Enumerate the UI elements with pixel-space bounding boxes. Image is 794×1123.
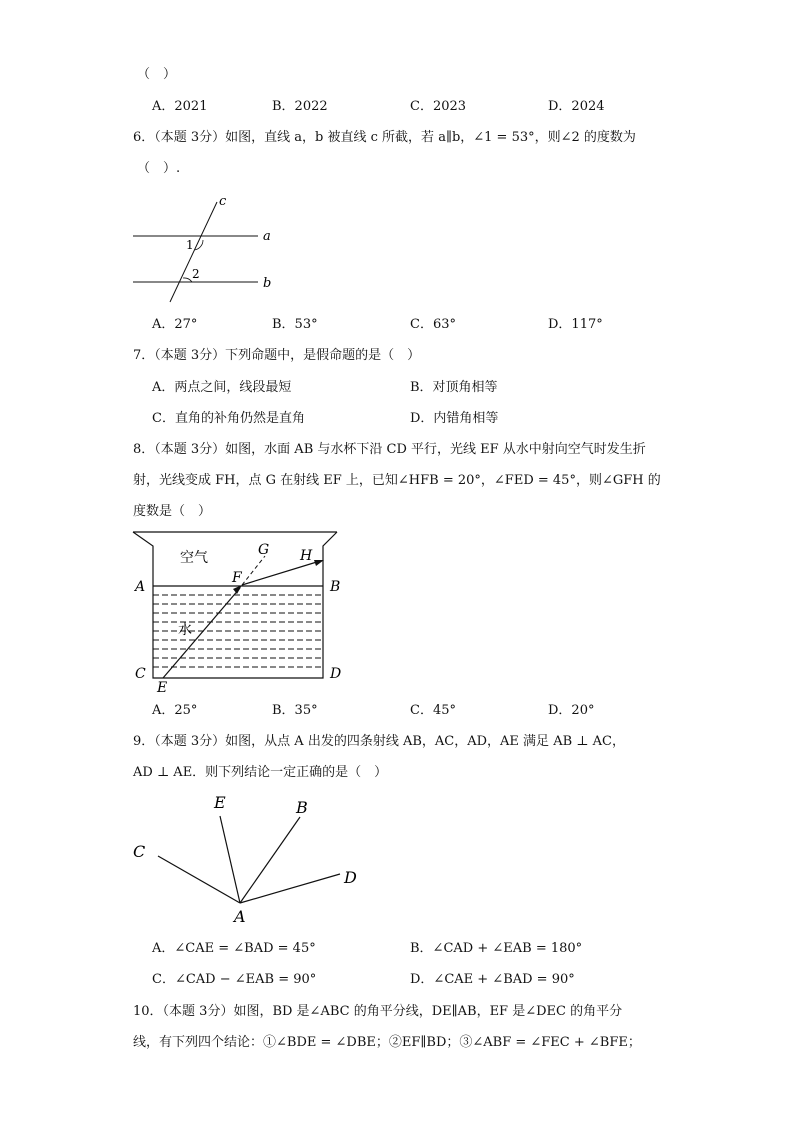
q5-option-c: C．2023 [410,99,467,114]
q8-stem-line3: 度数是（ ） [133,504,212,519]
angle-2-arc [183,278,192,282]
label-H: H [300,548,313,564]
label-B: B [330,579,341,595]
label-E: E [157,680,168,696]
ray-ac [158,856,240,903]
label-b: b [263,276,272,291]
q9-option-c: C．∠CAD − ∠EAB = 90° [152,972,317,987]
q6-option-b: B．53° [272,317,318,332]
label-water: 水 [178,622,192,638]
q8-water-cup-figure [130,528,350,696]
q8-stem-line2: 射，光线变成 FH，点 G 在射线 EF 上，已知∠HFB = 20°，∠FED = 45°，则∠GFH 的 [133,473,661,488]
label-F: F [232,570,242,586]
q6-option-c: C．63° [410,317,456,332]
q7-option-a: A．两点之间，线段最短 [152,380,292,395]
label-B: B [296,798,308,817]
q10-stem-line2: 线，有下列四个结论：①∠BDE = ∠DBE；②EF∥BD；③∠ABF = ∠FEC + ∠BFE； [133,1035,641,1050]
q6-option-a: A．27° [152,317,198,332]
label-D: D [344,868,357,887]
ray-ae [220,816,240,903]
q5-option-b: B．2022 [272,99,328,114]
label-A: A [234,907,246,926]
label-E: E [214,793,226,812]
label-C: C [135,666,146,682]
q5-answer-bracket: （ ） [137,67,177,82]
ray-ef [163,588,240,678]
q8-option-c: C．45° [410,703,456,718]
q7-option-c: C．直角的补角仍然是直角 [152,411,305,426]
label-C: C [133,842,146,861]
label-angle-1: 1 [186,238,194,252]
q8-option-a: A．25° [152,703,198,718]
q9-stem-line1: 9．（本题 3分）如图，从点 A 出发的四条射线 AB，AC，AD，AE 满足 AB ⊥ AC， [133,734,625,749]
q8-option-b: B．35° [272,703,318,718]
ray-fh [242,561,320,585]
q7-option-d: D．内错角相等 [410,411,499,426]
ray-fg-dashed [242,556,265,585]
ray-ab [240,817,300,903]
q6-stem-line2: （ ）. [137,161,181,176]
q9-option-d: D．∠CAE + ∠BAD = 90° [410,972,575,987]
label-air: 空气 [180,550,208,566]
q5-option-d: D．2024 [548,99,605,114]
q8-option-d: D．20° [548,703,595,718]
q10-stem-line1: 10．（本题 3分）如图，BD 是∠ABC 的角平分线，DE∥AB，EF 是∠DEC 的角平分 [133,1004,623,1019]
ray-ad [240,874,340,903]
q9-option-a: A．∠CAE = ∠BAD = 45° [152,941,316,956]
label-angle-2: 2 [192,267,200,281]
q9-stem-line2: AD ⊥ AE．则下列结论一定正确的是（ ） [133,765,388,780]
label-A: A [135,579,146,595]
q5-option-a: A．2021 [152,99,208,114]
line-c [170,202,217,302]
label-c: c [219,194,227,209]
q6-option-d: D．117° [548,317,603,332]
q6-parallel-lines-figure [130,190,290,310]
q7-option-b: B．对顶角相等 [410,380,498,395]
q9-rays-figure [128,790,368,930]
q9-option-b: B．∠CAD + ∠EAB = 180° [410,941,583,956]
label-G: G [258,542,270,558]
q8-stem-line1: 8．（本题 3分）如图，水面 AB 与水杯下沿 CD 平行，光线 EF 从水中射向空气时发生折 [133,442,646,457]
q6-stem-line1: 6．（本题 3分）如图，直线 a，b 被直线 c 所截，若 a∥b，∠1 = 53°，则∠2 的度数为 [133,130,636,145]
label-D: D [330,666,342,682]
q7-stem: 7．（本题 3分）下列命题中，是假命题的是（ ） [133,348,421,363]
label-a: a [263,229,271,244]
